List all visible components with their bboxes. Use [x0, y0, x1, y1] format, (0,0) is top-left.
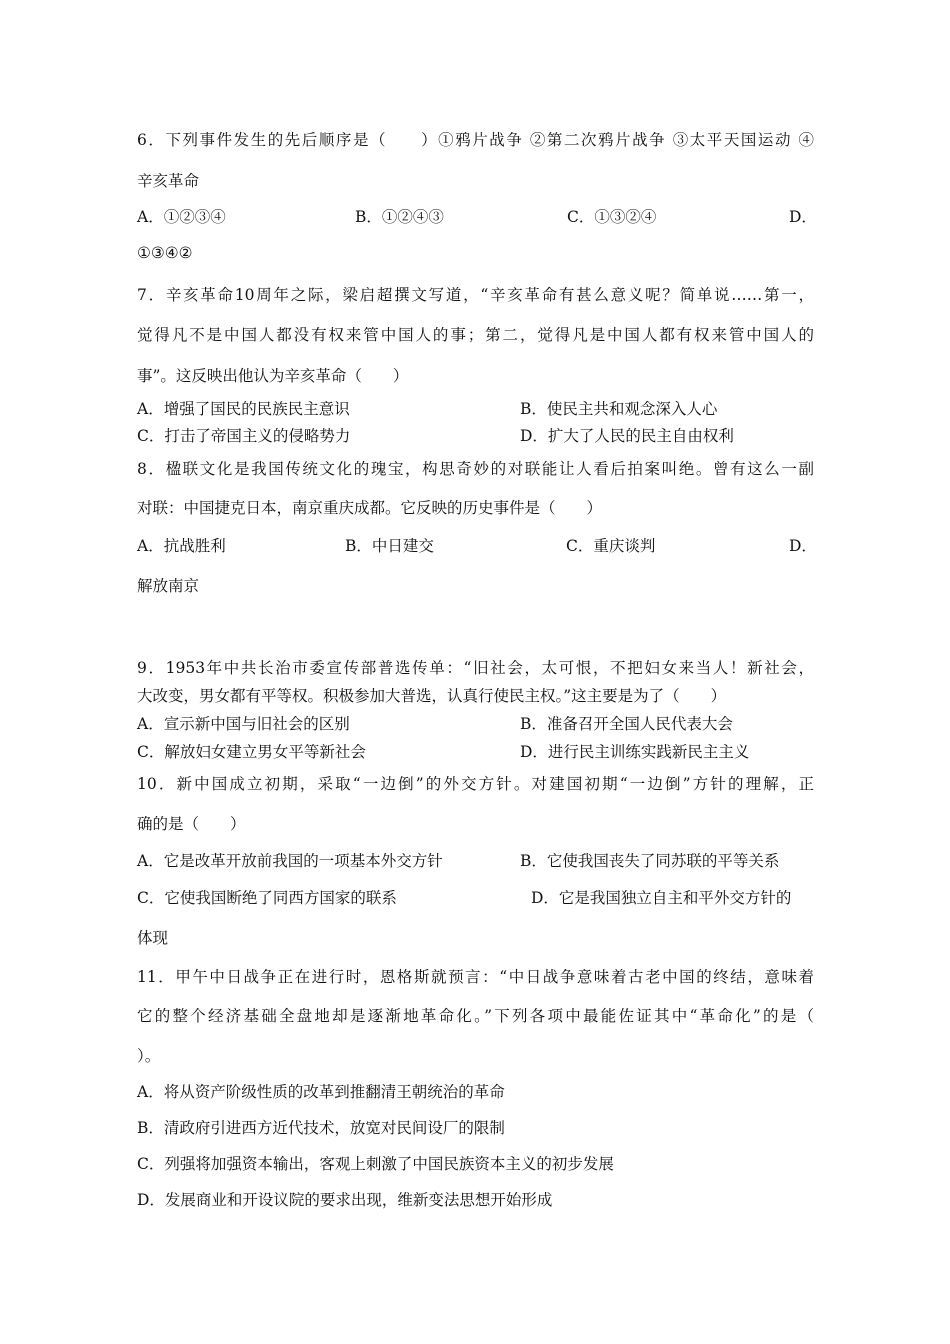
- question-9-line-1: 9．1953年中共长治市委宣传部普选传单：“旧社会，太可恨，不把妇女来当人！新社会，: [137, 659, 814, 677]
- question-11-option-a: A．将从资产阶级性质的改革到推翻清王朝统治的革命: [137, 1083, 505, 1101]
- question-9-option-a: A．宣示新中国与旧社会的区别: [137, 715, 350, 733]
- question-8-option-a: A．抗战胜利: [137, 537, 226, 555]
- question-7-line-3: 事”。这反映出他认为辛亥革命（ ）: [137, 367, 409, 385]
- question-8-option-c: C．重庆谈判: [566, 537, 656, 555]
- question-6-option-d: D．: [789, 208, 817, 226]
- question-10-option-c: C．它使我国断绝了同西方国家的联系: [137, 889, 397, 907]
- question-10-option-b: B．它使我国丧失了同苏联的平等关系: [520, 852, 780, 870]
- question-6-option-b: B．①②④③: [355, 208, 444, 226]
- question-6-option-a: A．①②③④: [137, 208, 226, 226]
- question-6-line-2: 辛亥革命: [137, 172, 200, 190]
- question-7-line-2: 觉得凡不是中国人都没有权来管中国人的事；第二，觉得凡是中国人都有权来管中国人的: [137, 326, 814, 344]
- question-8-line-1: 8．楹联文化是我国传统文化的瑰宝，构思奇妙的对联能让人看后拍案叫绝。曾有这么一副: [137, 460, 814, 478]
- question-6-line-1: 6．下列事件发生的先后顺序是（ ）①鸦片战争 ②第二次鸦片战争 ③太平天国运动 ④: [137, 131, 814, 149]
- question-10-option-d: D．它是我国独立自主和平外交方针的: [531, 889, 792, 907]
- question-6-option-c: C．①③②④: [567, 208, 657, 226]
- question-11-option-c: C．列强将加强资本输出，客观上刺激了中国民族资本主义的初步发展: [137, 1155, 614, 1173]
- question-7-option-d: D．扩大了人民的民主自由权利: [520, 427, 734, 445]
- question-8-option-b: B．中日建交: [345, 537, 434, 555]
- question-8-line-2: 对联：中国捷克日本，南京重庆成都。它反映的历史事件是（ ）: [137, 499, 603, 517]
- question-11-line-3: ）。: [137, 1047, 161, 1065]
- question-6-option-d-text: ①③④②: [137, 244, 193, 262]
- question-11-option-d: D．发展商业和开设议院的要求出现，维新变法思想开始形成: [137, 1191, 553, 1209]
- question-11-line-1: 11．甲午中日战争正在进行时，恩格斯就预言：“中日战争意味着古老中国的终结，意味着: [137, 968, 814, 986]
- question-9-option-b: B．准备召开全国人民代表大会: [520, 715, 733, 733]
- question-7-option-c: C．打击了帝国主义的侵略势力: [137, 427, 351, 445]
- question-11-option-b: B．清政府引进西方近代技术，放宽对民间设厂的限制: [137, 1119, 505, 1137]
- question-11-line-2: 它的整个经济基础全盘地却是逐渐地革命化。”下列各项中最能佐证其中“革命化”的是（: [137, 1007, 814, 1025]
- question-10-option-d-text: 体现: [137, 929, 169, 947]
- question-10-option-a: A．它是改革开放前我国的一项基本外交方针: [137, 852, 443, 870]
- question-9-option-c: C．解放妇女建立男女平等新社会: [137, 743, 366, 761]
- question-9-line-2: 大改变，男女都有平等权。积极参加大普选，认真行使民主权。”这主要是为了（ ）: [137, 687, 727, 705]
- question-8-option-d-text: 解放南京: [137, 577, 200, 595]
- question-7-option-b: B．使民主共和观念深入人心: [520, 400, 718, 418]
- question-8-option-d: D．: [789, 537, 817, 555]
- question-7-line-1: 7．辛亥革命10周年之际，梁启超撰文写道，“辛亥革命有甚么意义呢？简单说……第一，: [137, 286, 814, 304]
- question-10-line-2: 确的是（ ）: [137, 815, 246, 833]
- question-9-option-d: D．进行民主训练实践新民主主义: [520, 743, 750, 761]
- question-10-line-1: 10．新中国成立初期，采取“一边倒”的外交方针。对建国初期“一边倒”方针的理解，正: [137, 775, 814, 793]
- question-7-option-a: A．增强了国民的民族民主意识: [137, 400, 350, 418]
